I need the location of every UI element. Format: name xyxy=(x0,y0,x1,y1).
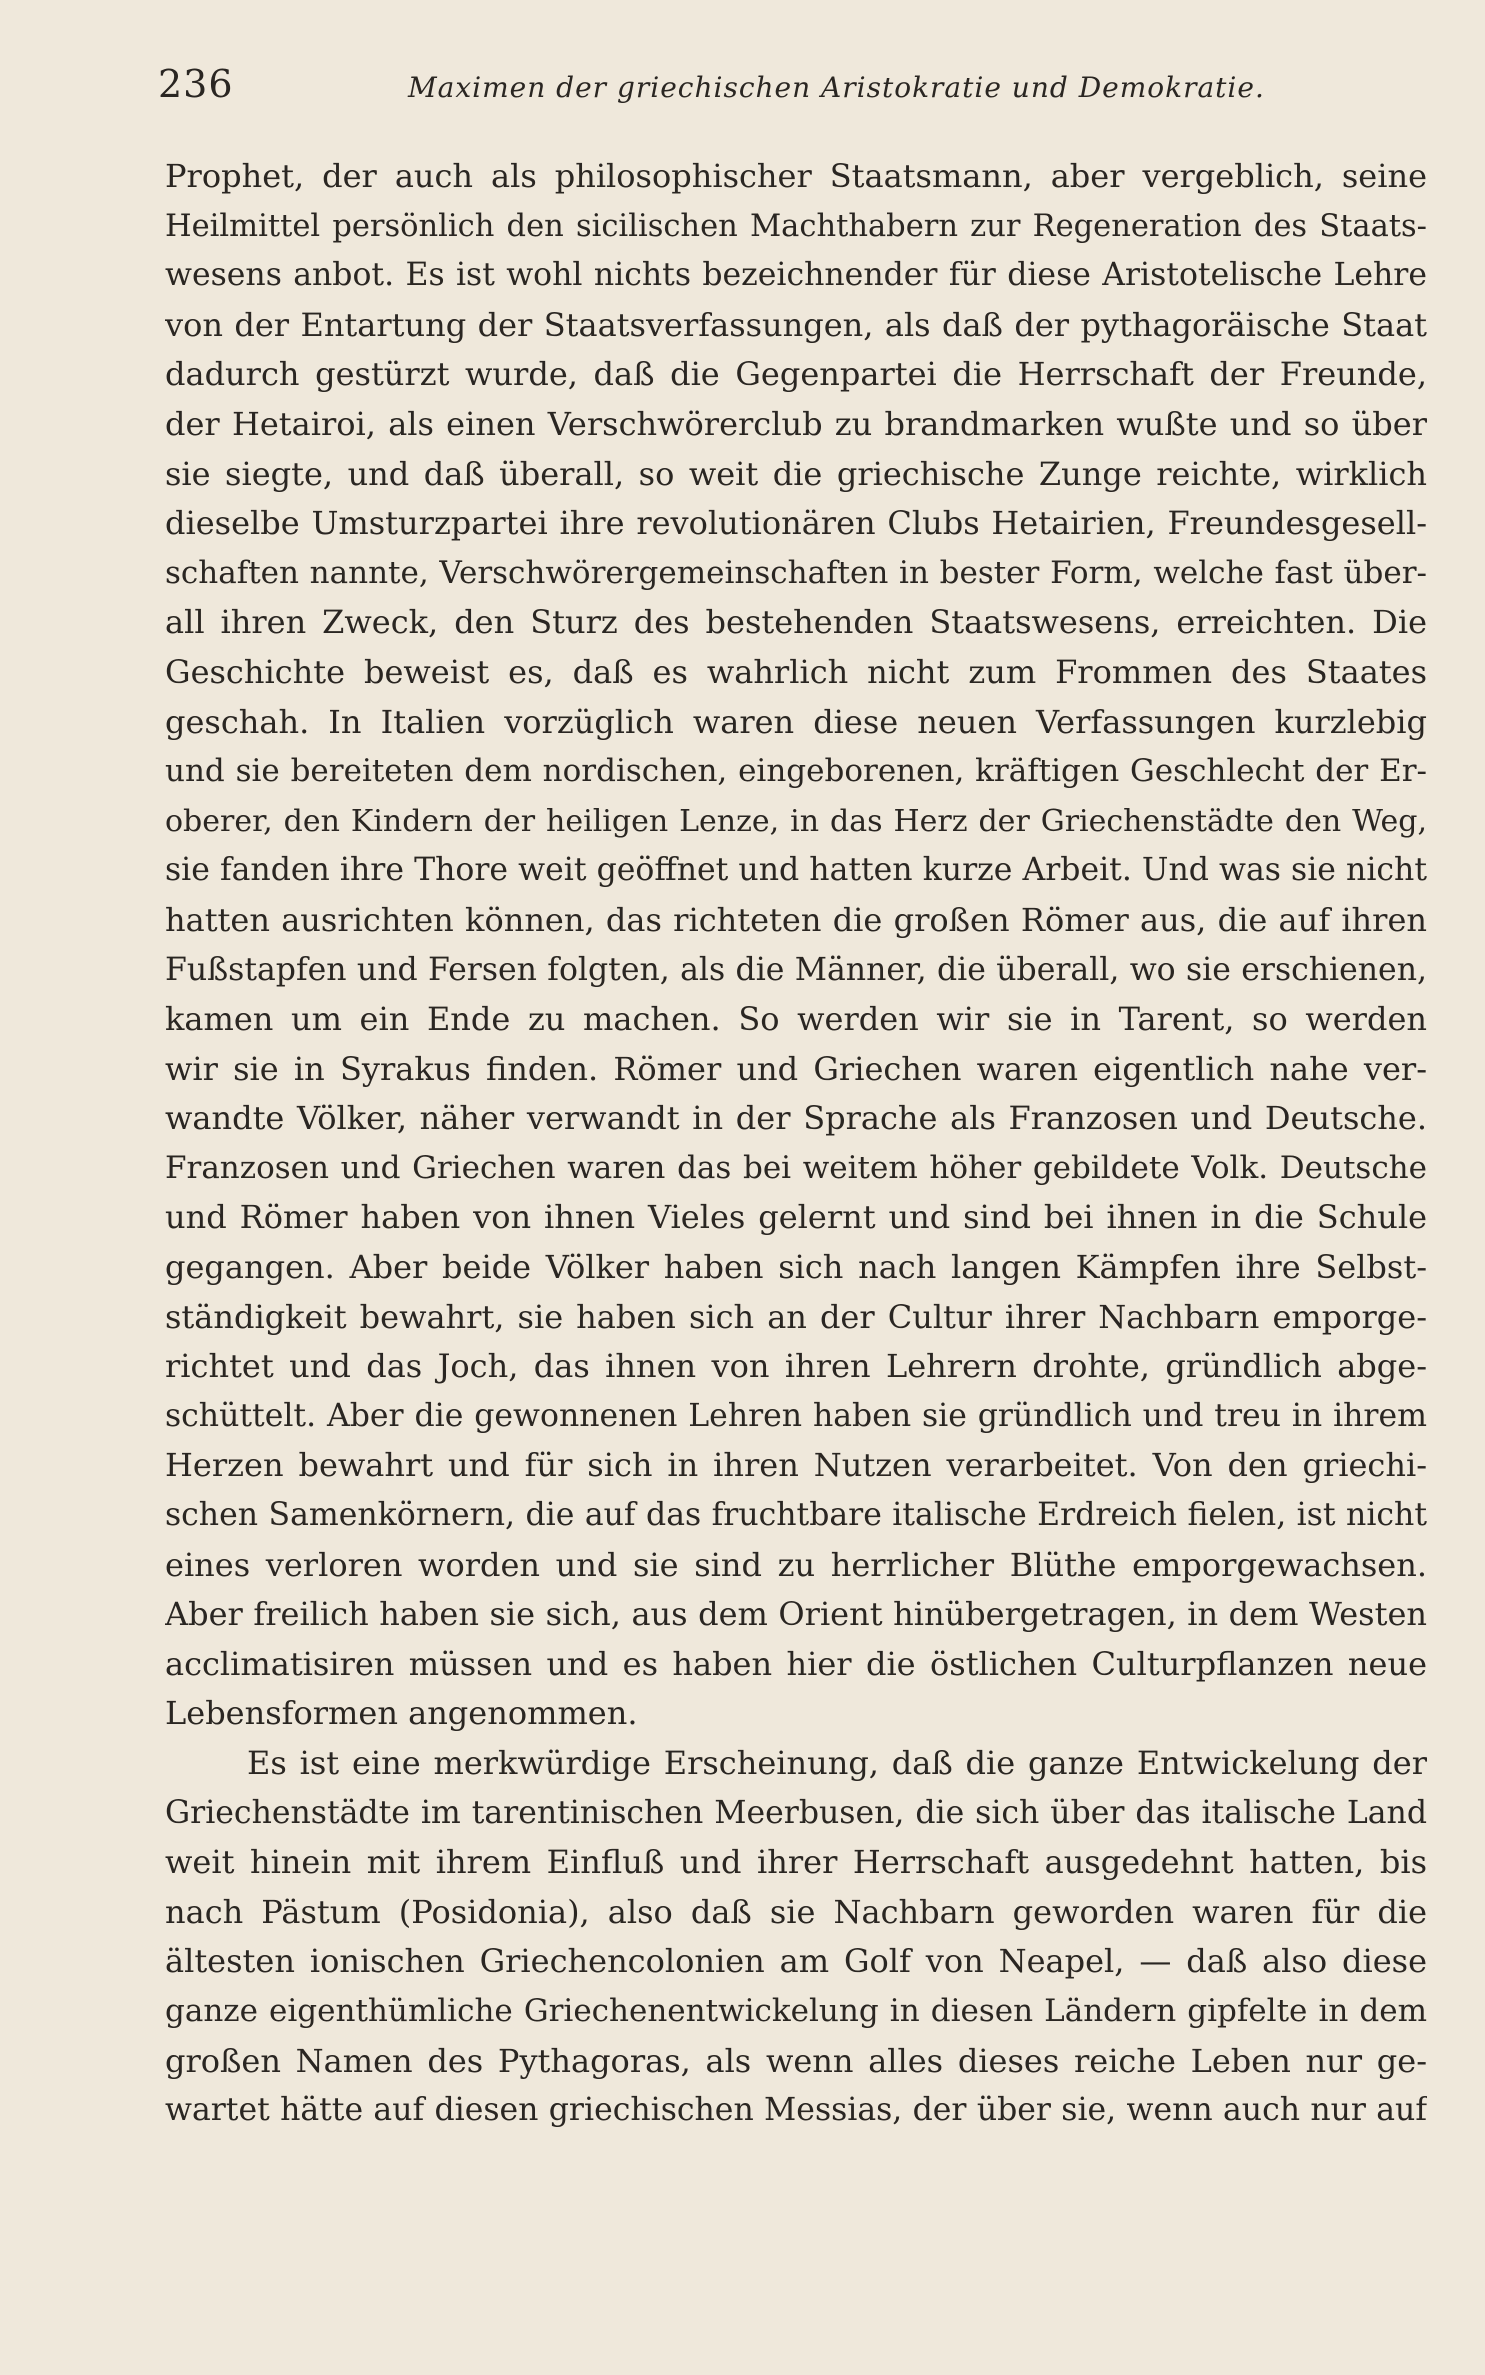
text-line: wartet hätte auf diesen griechischen Messias, der über sie, wenn auch nur auf xyxy=(165,2092,1427,2129)
text-line: richtet und das Joch, das ihnen von ihren Lehrern drohte, gründlich abge- xyxy=(165,1347,1427,1386)
text-line: von der Entartung der Staatsverfassungen, als daß der pythagoräische Staat xyxy=(165,305,1427,344)
text-line: ganze eigenthümliche Griechenentwickelung in diesen Ländern gipfelte in dem xyxy=(165,1992,1427,2029)
text-line: eines verloren worden und sie sind zu herrlicher Blüthe emporgewachsen. xyxy=(165,1545,1427,1584)
text-line: acclimatisiren müssen und es haben hier die östlichen Culturpflanzen neue xyxy=(165,1644,1427,1683)
text-line: sie fanden ihre Thore weit geöffnet und hatten kurze Arbeit. Und was sie nicht xyxy=(165,852,1427,889)
text-line: Aber freilich haben sie sich, aus dem Orient hinübergetragen, in dem Westen xyxy=(165,1595,1427,1634)
paragraph-2 xyxy=(165,1739,1427,2136)
running-title: Maximen der griechischen Aristokratie und Demokratie. xyxy=(408,71,1265,104)
text-line: dieselbe Umsturzpartei ihre revolutionären Clubs Hetairien, Freundesgesell- xyxy=(165,504,1427,543)
text-line: Griechenstädte im tarentinischen Meerbusen, die sich über das italische Land xyxy=(165,1794,1427,1831)
text-line: ständigkeit bewahrt, sie haben sich an der Cultur ihrer Nachbarn emporge- xyxy=(165,1297,1427,1336)
text-line: großen Namen des Pythagoras, als wenn alles dieses reiche Leben nur ge- xyxy=(165,2041,1427,2080)
text-line: kamen um ein Ende zu machen. So werden wir sie in Tarent, so werden xyxy=(165,1000,1427,1039)
text-line: wandte Völker, näher verwandt in der Sprache als Franzosen und Deutsche. xyxy=(165,1099,1427,1138)
page-header xyxy=(158,62,1428,122)
body-text xyxy=(165,152,1427,2136)
page-number: 236 xyxy=(158,62,234,106)
text-line: gegangen. Aber beide Völker haben sich nach langen Kämpfen ihre Selbst- xyxy=(165,1248,1427,1287)
text-line: all ihren Zweck, den Sturz des bestehenden Staatswesens, erreichten. Die xyxy=(165,603,1427,642)
text-line: dadurch gestürzt wurde, daß die Gegenpartei die Herrschaft der Freunde, xyxy=(165,355,1427,394)
text-line: Fußstapfen und Fersen folgten, als die Männer, die überall, wo sie erschienen, xyxy=(165,951,1427,988)
text-line: schaften nannte, Verschwörergemeinschaften in bester Form, welche fast über- xyxy=(165,554,1427,591)
text-line: Es ist eine merkwürdige Erscheinung, daß die ganze Entwickelung der xyxy=(247,1744,1427,1782)
text-line: hatten ausrichten können, das richteten die großen Römer aus, die auf ihren xyxy=(165,900,1427,939)
text-line: Herzen bewahrt und für sich in ihren Nutzen verarbeitet. Von den griechi- xyxy=(165,1446,1427,1485)
text-line: schen Samenkörnern, die auf das fruchtbare italische Erdreich fielen, ist nicht xyxy=(165,1497,1427,1534)
text-line: schüttelt. Aber die gewonnenen Lehren haben sie gründlich und treu in ihrem xyxy=(165,1397,1427,1434)
text-line: Prophet, der auch als philosophischer Staatsmann, aber vergeblich, seine xyxy=(165,157,1427,195)
text-line: wir sie in Syrakus finden. Römer und Griechen waren eigentlich nahe ver- xyxy=(165,1049,1427,1088)
text-line: ältesten ionischen Griechencolonien am Golf von Neapel, — daß also diese xyxy=(165,1942,1427,1981)
text-line: wesens anbot. Es ist wohl nichts bezeichnender für diese Aristotelische Lehre xyxy=(165,257,1427,294)
text-line: Franzosen und Griechen waren das bei weitem höher gebildete Volk. Deutsche xyxy=(165,1149,1427,1186)
text-line: weit hinein mit ihrem Einfluß und ihrer Herrschaft ausgedehnt hatten, bis xyxy=(165,1843,1427,1882)
text-line: nach Pästum (Posidonia), also daß sie Nachbarn geworden waren für die xyxy=(165,1892,1427,1931)
paragraph-1 xyxy=(165,152,1427,1739)
text-line: Heilmittel persönlich den sicilischen Machthabern zur Regeneration des Staats- xyxy=(165,208,1427,244)
text-line: sie siegte, und daß überall, so weit die griechische Zunge reichte, wirklich xyxy=(165,454,1427,493)
text-line: und sie bereiteten dem nordischen, eingeborenen, kräftigen Geschlecht der Er- xyxy=(165,753,1427,790)
text-line: und Römer haben von ihnen Vieles gelernt und sind bei ihnen in die Schule xyxy=(165,1198,1427,1237)
text-line: Geschichte beweist es, daß es wahrlich nicht zum Frommen des Staates xyxy=(165,652,1427,691)
text-line: der Hetairoi, als einen Verschwörerclub zu brandmarken wußte und so über xyxy=(165,404,1427,443)
text-line: Lebensformen angenommen. xyxy=(165,1694,638,1733)
text-line: oberer, den Kindern der heiligen Lenze, in das Herz der Griechenstädte den Weg, xyxy=(165,803,1427,839)
text-line: geschah. In Italien vorzüglich waren diese neuen Verfassungen kurzlebig xyxy=(165,702,1427,741)
